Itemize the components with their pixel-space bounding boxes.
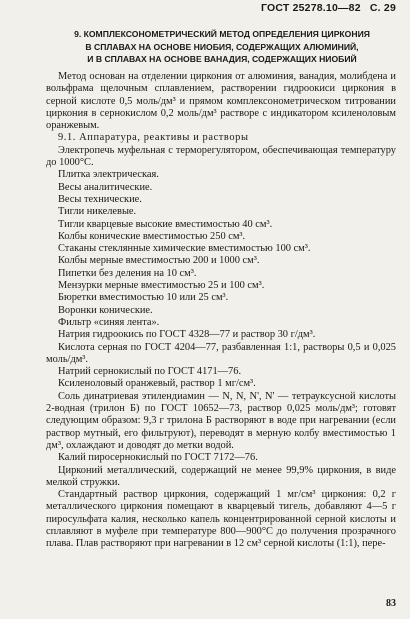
paragraph: Стандартный раствор циркония, содержащий 1 мг/см³ циркония: 0,2 г металлического циркония помещают в кварцевый тигель, добавляют 4—5 г пиросульфата калия, несколько капель концентрированной серной кислоты и сплавляют в муфеле при температуре 800—900°С до получения прозрачного плава. Плав растворяют при нагревании в 12 см³ серной кислоты (1:1), пере-	[46, 489, 396, 550]
list-item: Мензурки мерные вместимостью 25 и 100 см³.	[58, 280, 265, 292]
paragraph: Цирконий металлический, содержащий не менее 99,9% циркония, в виде мелкой стружки.	[46, 464, 396, 488]
section-title	[46, 28, 398, 66]
title-line: И В СПЛАВАХ НА ОСНОВЕ ВАНАДИЯ, СОДЕРЖАЩИХ НИОБИЙ	[87, 54, 357, 64]
list-item: Ксиленоловый оранжевый, раствор 1 мг/см³.	[58, 378, 256, 390]
list-item: Плитка электрическая.	[58, 169, 159, 181]
list-item: Колбы мерные вместимостью 200 и 1000 см³.	[58, 255, 260, 267]
paragraph: Электропечь муфельная с терморегулятором, обеспечивающая температуру до 1000°С.	[46, 144, 396, 169]
list-item: Весы технические.	[58, 193, 142, 205]
subsection-heading: 9.1. Аппаратура, реактивы и растворы	[58, 132, 249, 144]
list-item: Натрий сернокислый по ГОСТ 4171—76.	[58, 366, 242, 378]
paragraph: Соль динатриевая этилендиамин — N, N, N', N' — тетрауксусной кислоты 2-водная (трилон Б) по ГОСТ 10652—73, раствор 0,025 моль/дм³; готовят следующим образом: 9,3 г трилона Б растворяют в воде при нагревании (если раствор мутный, его фильтруют), переводят в мерную колбу вместимостью 1 дм³, охлаждают и доводят до метки водой.	[46, 390, 396, 451]
header-page-label: С. 29	[369, 2, 396, 14]
list-item: Тигли кварцевые высокие вместимостью 40 см³.	[58, 218, 273, 230]
list-item: Натрия гидроокись по ГОСТ 4328—77 и раствор 30 г/дм³.	[58, 329, 316, 341]
list-item: Кислота серная по ГОСТ 4204—77, разбавленная 1:1, растворы 0,5 и 0,025 моль/дм³.	[46, 341, 396, 365]
page-number: 83	[386, 598, 396, 609]
paragraph: Метод основан на отделении циркония от алюминия, ванадия, молибдена и вольфрама щелочным сплавлением, растворении гидроокиси циркония в серной кислоте 0,5 моль/дм³ и прямом комплексонометрическом титровании циркония в сернокислом 0,2 моль/дм³ растворе с индикатором ксиленоловым оранжевым.	[46, 71, 396, 132]
title-line: 9. КОМПЛЕКСОНОМЕТРИЧЕСКИЙ МЕТОД ОПРЕДЕЛЕНИЯ ЦИРКОНИЯ	[74, 29, 370, 39]
list-item: Воронки конические.	[58, 304, 153, 316]
list-item: Бюретки вместимостью 10 или 25 см³.	[58, 292, 229, 304]
standard-number: ГОСТ 25278.10—82	[260, 2, 361, 14]
list-item: Тигли никелевые.	[58, 206, 137, 218]
title-line: В СПЛАВАХ НА ОСНОВЕ НИОБИЯ, СОДЕРЖАЩИХ АЛЮМИНИЙ,	[85, 41, 359, 52]
page-header	[255, 2, 396, 14]
list-item: Весы аналитические.	[58, 181, 153, 193]
list-item: Пипетки без деления на 10 см³.	[58, 267, 197, 279]
body-text	[46, 71, 396, 551]
list-item: Стаканы стеклянные химические вместимостью 100 см³.	[58, 243, 311, 255]
list-item: Фильтр «синяя лента».	[58, 316, 160, 328]
list-item: Калий пиросернокислый по ГОСТ 7172—76.	[58, 452, 258, 464]
list-item: Колбы конические вместимостью 250 см³.	[58, 230, 246, 242]
